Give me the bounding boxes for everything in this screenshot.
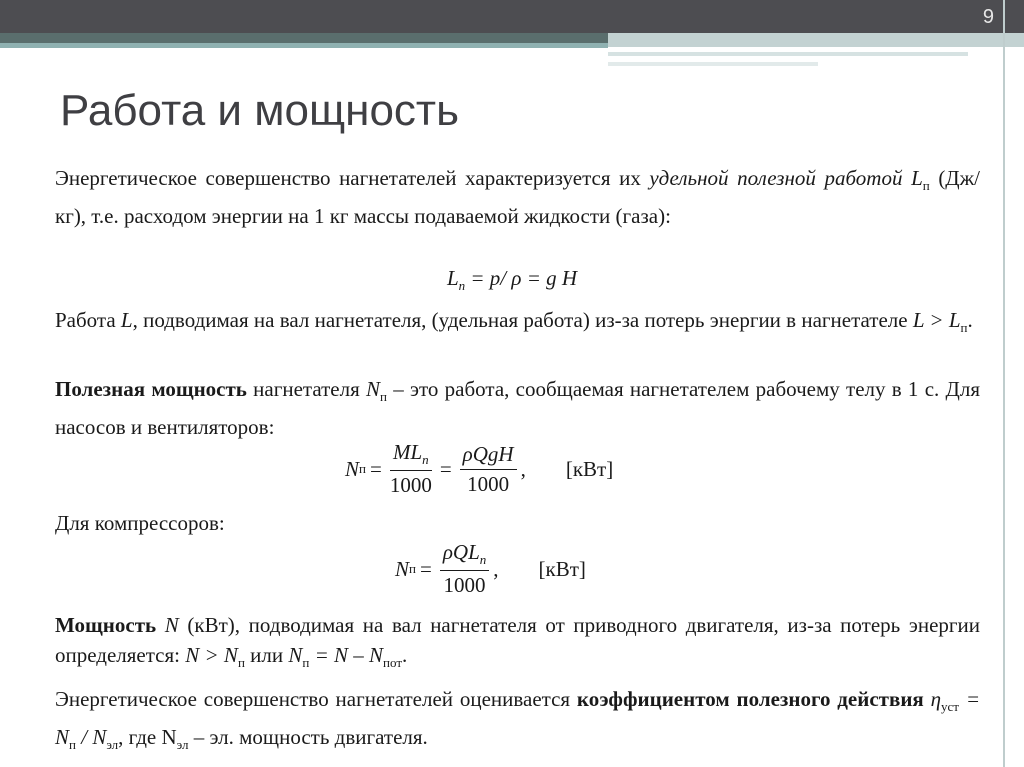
- paragraph-specific-work: Энергетическое совершенство нагнетателей характеризуется их удельной полезной работой $L_п$ (Дж/кг), т.е. расходом энергии на 1 кг массы подаваемой жидкости (газа):: [55, 166, 980, 229]
- header-teal-line: [0, 43, 608, 48]
- paragraph-efficiency: Энергетическое совершенство нагнетателей оценивается коэффициентом полезного действия $\eta_{уст} = N_п / N_{эл}$, где $N_{эл}$ – эл. мощность двигателя.: [55, 687, 980, 753]
- paragraph-shaft-work: Работа L, подводимая на вал нагнетателя, (удельная работа) из-за потерь энергии в нагнетателе $L > L_п$.: [55, 308, 973, 336]
- paragraph-shaft-power: Мощность N (кВт), подводимая на вал нагнетателя от приводного двигателя, из-за потерь энергии определяется: $N > N_п$ или $N_п = N - N_{пот}$.: [55, 613, 981, 671]
- paragraph-compressors: Для компрессоров:: [55, 511, 225, 535]
- formula-pump-power: N п = $\frac{ML_п}{1000}$ = $\frac{\text{ρQgH}}{1000}$ , [кВт]: [345, 440, 614, 498]
- page-number: 9: [982, 6, 994, 28]
- formula-specific-work: $L_п = p/$ ρ = g H: [446, 266, 578, 294]
- header-accent-line: [0, 33, 608, 43]
- header-bar: [0, 0, 1024, 33]
- right-margin-rule: [1003, 0, 1005, 767]
- header-right-stripe-2: [608, 62, 818, 66]
- fraction-rhoqgh: $\frac{\text{ρQgH}}{1000}$: [460, 442, 517, 497]
- header-right-stripe: [608, 52, 968, 56]
- fraction-ml: $\frac{ML_п}{1000}$: [389, 440, 432, 498]
- paragraph-useful-power: Полезная мощность нагнетателя $N_п$ – это работа, сообщаемая нагнетателем рабочему телу в 1 с. Для насосов и вентиляторов:: [55, 377, 980, 440]
- fraction-rhoql: $\frac{\rho QL_п}{1000}$: [440, 540, 489, 598]
- page-title: Работа и мощность: [60, 86, 459, 135]
- formula-compressor-power: N п = $\frac{\rho QL_п}{1000}$ , [кВт]: [395, 540, 586, 598]
- header-right-band: [608, 33, 1024, 47]
